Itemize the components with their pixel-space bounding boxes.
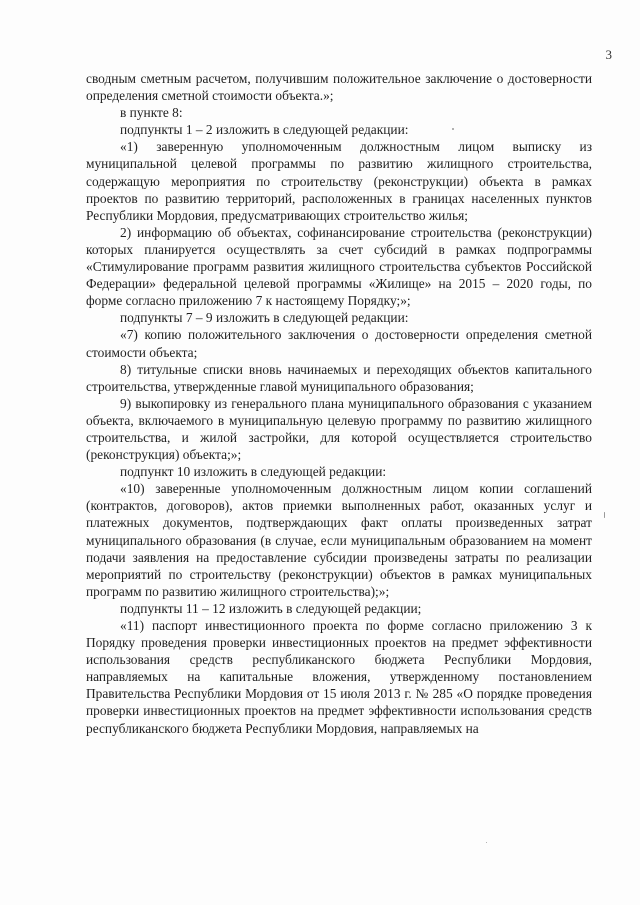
paragraph: «7) копию положительного заключения о достоверности определения сметной стоимости объекта;: [86, 327, 592, 360]
scan-speck: [604, 512, 605, 518]
paragraph: 9) выкопировку из генерального плана муниципального образования с указанием объекта, включаемого в муниципальную целевую программу по развитию жилищного строительства, и жилой застройки, для которой осуществляется строительство (реконструкция) объекта;»;: [86, 395, 592, 463]
paragraph: подпункт 10 изложить в следующей редакции:: [120, 464, 387, 480]
paragraph: 2) информацию об объектах, софинансирование строительства (реконструкции) которых планируется осуществлять за счет субсидий в рамках подпрограммы «Стимулирование программ развития жилищного строительства субъектов Российской Федерации» федеральной целевой программы «Жилище» на 2015 – 2020 годы, по форме согласно приложению 7 к настоящему Порядку;»;: [86, 224, 592, 309]
paragraph: «10) заверенные уполномоченным должностным лицом копии соглашений (контрактов, договоров), актов приемки выполненных работ, оказанных услуг и платежных документов, подтверждающих факт оплаты произведенных затрат муниципального образования (в случае, если муниципальным образованием на момент подачи заявления на предоставление субсидии произведены затраты по реализации мероприятий по строительству (реконструкции) объектов в рамках муниципальных программ по развитию жилищного строительства);»;: [86, 481, 592, 599]
paragraph: 8) титульные списки вновь начинаемых и переходящих объектов капитального строительства, утвержденные главой муниципального образования;: [86, 361, 592, 394]
paragraph: «11) паспорт инвестиционного проекта по форме согласно приложению 3 к Порядку проведения проверки инвестиционных проектов на предмет эффективности использования средств республиканского бюджета Республики Мордовия, направляемых на капитальные вложения, утвержденному постановлением Правительства Республики Мордовия от 15 июля 2013 г. № 285 «О порядке проведения проверки инвестиционных проектов на предмет эффективности использования средств республиканского бюджета Республики Мордовия, направляемых на: [86, 618, 592, 736]
paragraph: подпункты 11 – 12 изложить в следующей редакции;: [120, 600, 422, 616]
paragraph: подпункты 7 – 9 изложить в следующей редакции:: [120, 310, 409, 326]
paragraph: подпункты 1 – 2 изложить в следующей редакции:: [120, 122, 409, 138]
paragraph: «1) заверенную уполномоченным должностным лицом выписку из муниципальной целевой программы по развитию жилищного строительства, содержащую мероприятия по строительству (реконструкции) объекта в рамках проектов по развитию территорий, расположенных в границах населенных пунктов Республики Мордовия, предусматривающих строительство жилья;: [86, 139, 592, 223]
paragraph: сводным сметным расчетом, получившим положительное заключение о достоверности определения сметной стоимости объекта.»;: [86, 71, 592, 104]
paragraph: в пункте 8:: [120, 105, 183, 121]
page-number: 3: [605, 47, 612, 62]
scan-speck: [486, 842, 487, 843]
document-body: [86, 70, 592, 737]
